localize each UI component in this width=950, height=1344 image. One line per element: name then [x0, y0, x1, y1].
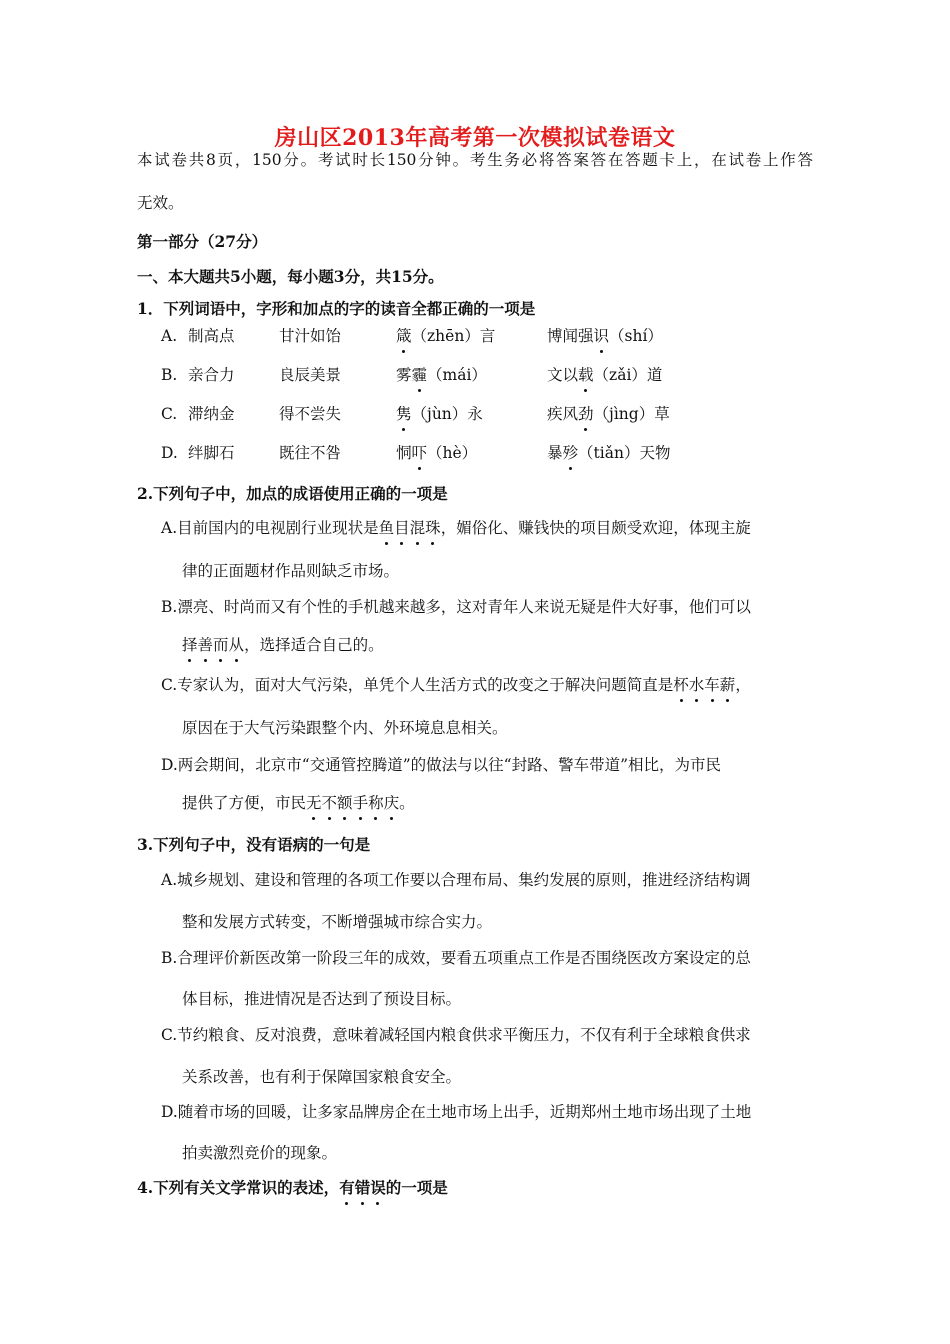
q3-option-d-line-1: D.随着市场的回暖，让多家品牌房企在土地市场上出手，近期郑州土地市场出现了土地 [161, 1103, 752, 1121]
q2-option-a-line-1: A.目前国内的电视剧行业现状是鱼目混珠，媚俗化、赚钱快的项目颇受欢迎，体现主旋 [161, 519, 751, 537]
q1-option-a-word-4: 博闻强识（shí） [547, 327, 663, 345]
q1-option-a-label: A. [161, 327, 178, 345]
dotted-char: 善 [197, 636, 214, 654]
dotted-char: 有 [339, 1178, 355, 1197]
dotted-char: 称 [368, 794, 384, 812]
dotted-char: 殄 [562, 444, 579, 462]
dotted-char: 额 [337, 794, 353, 812]
part-heading: 第一部分（27分） [137, 232, 268, 251]
dotted-char: 识 [593, 327, 610, 345]
dotted-char: 珠 [425, 519, 441, 537]
q1-option-d-word-1: 绊脚石 [188, 444, 235, 462]
dotted-char: 载 [578, 366, 594, 384]
q3-option-b-line-2: 体目标，推进情况是否达到了预设目标。 [182, 990, 462, 1008]
dotted-char: 从 [228, 636, 245, 654]
intro-line-2: 无效。 [137, 194, 184, 212]
q2-option-d-line-1: D.两会期间，北京市“交通管控腾道”的做法与以往“封路、警车带道”相比，为市民 [161, 756, 722, 774]
dotted-char: 霾 [411, 366, 428, 384]
dotted-char: 箴 [396, 327, 412, 345]
dotted-idiom [182, 636, 244, 654]
q2-option-d-line-2: 提供了方便，市民无不额手称庆。 [182, 794, 415, 812]
dotted-char: 目 [394, 519, 410, 537]
dotted-char: 错 [354, 1178, 371, 1197]
q1-option-a-word-1: 制高点 [188, 327, 235, 345]
dotted-char: 误 [370, 1178, 386, 1197]
question-4-stem: 4.下列有关文学常识的表述，有错误的一项是 [137, 1178, 448, 1197]
q1-option-b-label: B. [161, 366, 178, 384]
exam-title: 房山区2013年高考第一次模拟试卷语文 [274, 125, 676, 151]
dotted-char: 隽 [396, 405, 412, 423]
dotted-char: 车 [704, 676, 720, 694]
dotted-char: 手 [352, 794, 369, 812]
dotted-char: 无 [306, 794, 322, 812]
q3-option-d-line-2: 拍卖激烈竞价的现象。 [182, 1144, 338, 1162]
q2-option-c-line-2: 原因在于大气污染跟整个内、外环境息息相关。 [182, 719, 508, 737]
q1-option-c-word-2: 得不尝失 [279, 405, 342, 423]
dotted-char: 鱼 [378, 519, 395, 537]
q3-option-a-line-1: A.城乡规划、建设和管理的各项工作要以合理布局、集约发展的原则，推进经济结构调 [161, 871, 751, 889]
q2-option-a-line-2: 律的正面题材作品则缺乏市场。 [182, 562, 400, 580]
dotted-char: 吓 [411, 444, 428, 462]
question-3-stem: 3.下列句子中，没有语病的一句是 [137, 835, 371, 854]
q1-option-b-word-4: 文以载（zǎi）道 [547, 366, 663, 384]
dotted-idiom [306, 794, 399, 812]
dotted-char: 不 [321, 794, 338, 812]
section-heading: 一、本大题共5小题，每小题3分，共15分。 [137, 267, 444, 286]
dotted-phrase [339, 1178, 386, 1197]
dotted-char: 水 [688, 676, 705, 694]
q3-option-a-line-2: 整和发展方式转变，不断增强城市综合实力。 [182, 913, 493, 931]
q3-option-c-line-1: C.节约粮食、反对浪费，意味着减轻国内粮食供求平衡压力，不仅有利于全球粮食供求 [161, 1026, 751, 1044]
dotted-char: 杯 [673, 676, 689, 694]
dotted-char: 庆 [383, 794, 400, 812]
dotted-char: 混 [409, 519, 426, 537]
q1-option-b-word-3: 雾霾（mái） [396, 366, 487, 384]
dotted-char: 择 [182, 636, 198, 654]
q3-option-c-line-2: 关系改善，也有利于保障国家粮食安全。 [182, 1068, 462, 1086]
dotted-char: 薪 [719, 676, 736, 694]
q1-option-c-word-3: 隽（jùn）永 [396, 405, 483, 423]
dotted-char: 劲 [578, 405, 594, 423]
q2-option-b-line-2: 择善而从，选择适合自己的。 [182, 636, 384, 654]
q2-option-c-line-1: C.专家认为，面对大气污染，单凭个人生活方式的改变之于解决问题简直是杯水车薪， [161, 676, 751, 694]
dotted-idiom [379, 519, 441, 537]
dotted-idiom [673, 676, 735, 694]
q1-option-d-word-3: 恫吓（hè） [396, 444, 478, 462]
intro-line-1: 本试卷共8页，150分。考试时长150分钟。考生务必将答案答在答题卡上，在试卷上作答 [137, 151, 813, 169]
question-2-stem: 2.下列句子中，加点的成语使用正确的一项是 [137, 484, 448, 503]
q1-option-d-word-2: 既往不咎 [279, 444, 342, 462]
q2-option-b-line-1: B.漂亮、时尚而又有个性的手机越来越多，这对青年人来说无疑是件大好事，他们可以 [161, 598, 751, 616]
q1-option-a-word-3: 箴（zhēn）言 [396, 327, 496, 345]
q1-option-c-label: C. [161, 405, 178, 423]
dotted-char: 而 [213, 636, 229, 654]
question-1-stem: 1．下列词语中，字形和加点的字的读音全都正确的一项是 [137, 299, 536, 318]
q1-option-d-label: D. [161, 444, 178, 462]
q1-option-d-word-4: 暴殄（tiǎn）天物 [547, 444, 671, 462]
q1-option-a-word-2: 甘汁如饴 [279, 327, 342, 345]
q1-option-c-word-1: 滞纳金 [188, 405, 235, 423]
q1-option-b-word-2: 良辰美景 [279, 366, 342, 384]
q3-option-b-line-1: B.合理评价新医改第一阶段三年的成效，要看五项重点工作是否围绕医改方案设定的总 [161, 949, 751, 967]
q1-option-b-word-1: 亲合力 [188, 366, 235, 384]
q1-option-c-word-4: 疾风劲（jìng）草 [547, 405, 670, 423]
